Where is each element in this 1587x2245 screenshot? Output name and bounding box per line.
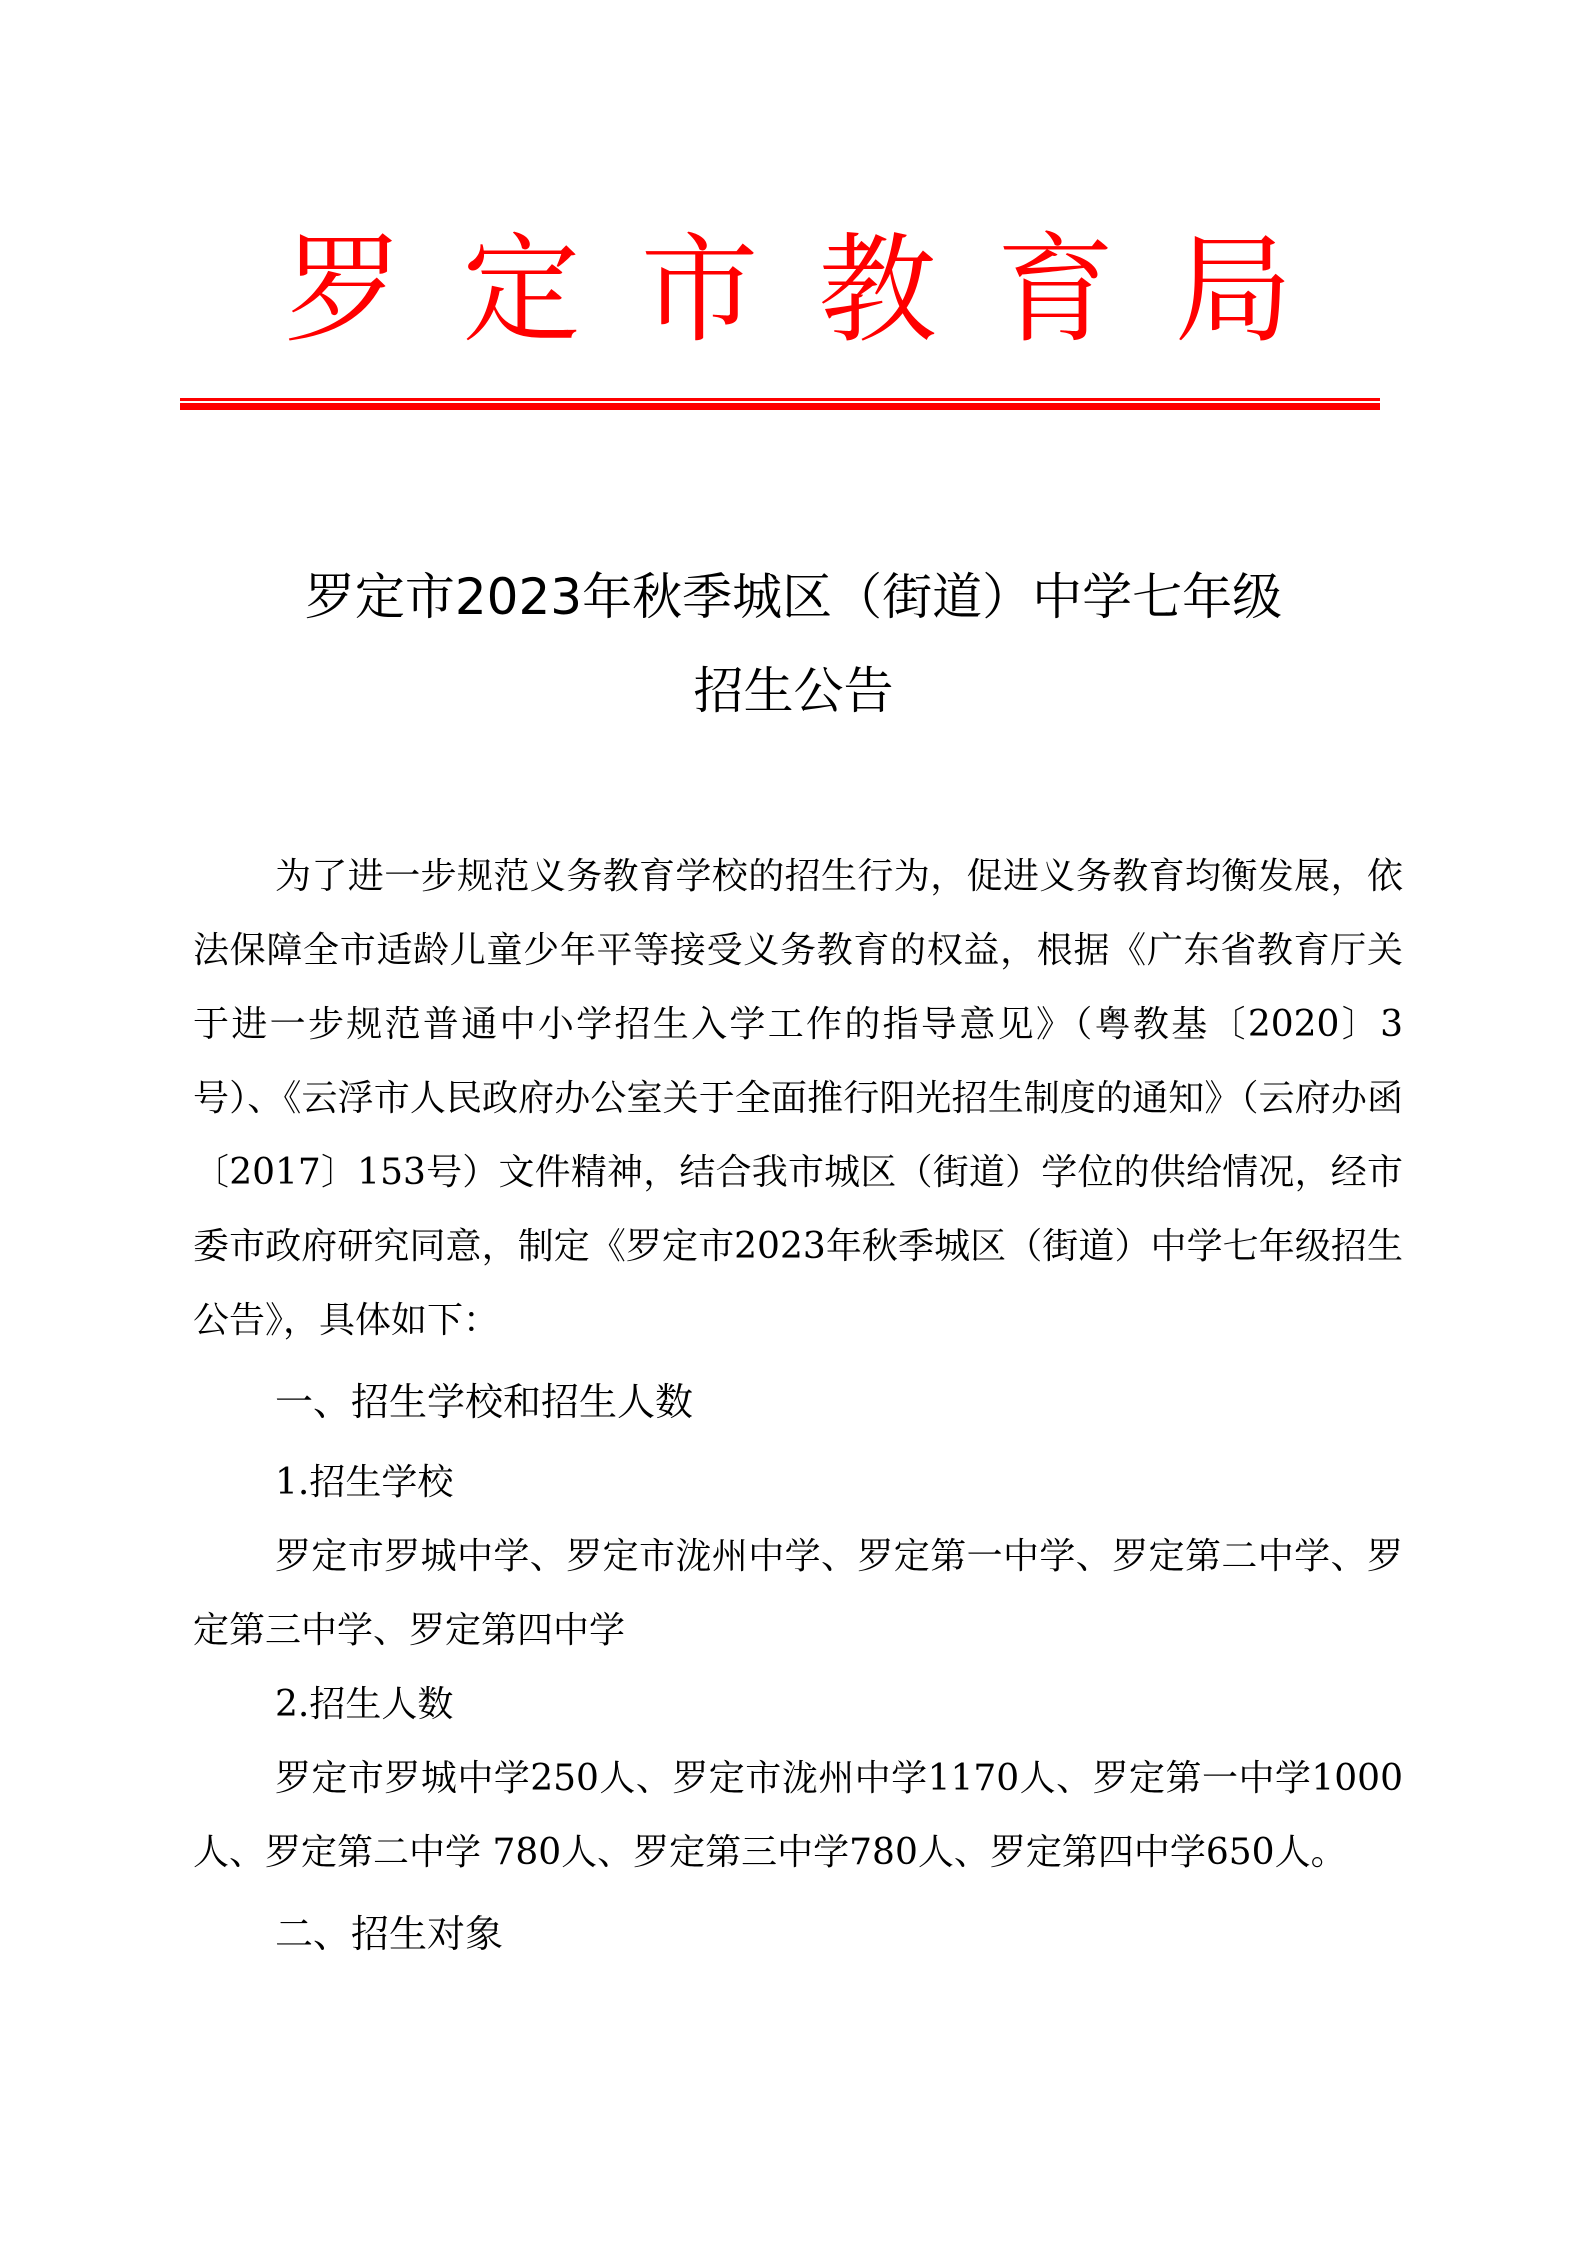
section-heading-1: 一、招生学校和招生人数 — [275, 1380, 694, 1424]
masthead-divider-thick — [180, 403, 1380, 410]
masthead-org-name: 罗定市教育局 — [284, 221, 1353, 359]
enrollment-counts: 罗定市罗城中学250人、罗定市泷州中学1170人、罗定第一中学1000人、罗定第二中学 780人、罗定第三中学780人、罗定第四中学650人。 — [193, 1758, 1403, 1873]
intro-paragraph: 为了进一步规范义务教育学校的招生行为，促进义务教育均衡发展，依法保障全市适龄儿童少年平等接受义务教育的权益，根据《广东省教育厅关于进一步规范普通中小学招生入学工作的指导意见》（粤教基〔2020〕3号）、《云浮市人民政府办公室关于全面推行阳光招生制度的通知》（云府办函〔2017〕153号）文件精神，结合我市城区（街道）学位的供给情况，经市委市政府研究同意，制定《罗定市2023年秋季城区（街道）中学七年级招生公告》，具体如下： — [193, 856, 1403, 1341]
masthead-divider-thin — [180, 398, 1380, 401]
document-body — [193, 840, 1403, 1978]
document-title — [0, 550, 1587, 738]
schools-list: 罗定市罗城中学、罗定市泷州中学、罗定第一中学、罗定第二中学、罗定第三中学、罗定第四中学 — [193, 1536, 1403, 1651]
title-line-2: 招生公告 — [693, 662, 894, 720]
subsection-heading-1-2: 2.招生人数 — [275, 1684, 454, 1725]
subsection-heading-1-1: 1.招生学校 — [275, 1462, 454, 1503]
section-heading-2: 二、招生对象 — [275, 1912, 504, 1956]
title-line-1: 罗定市2023年秋季城区（街道）中学七年级 — [304, 568, 1283, 626]
